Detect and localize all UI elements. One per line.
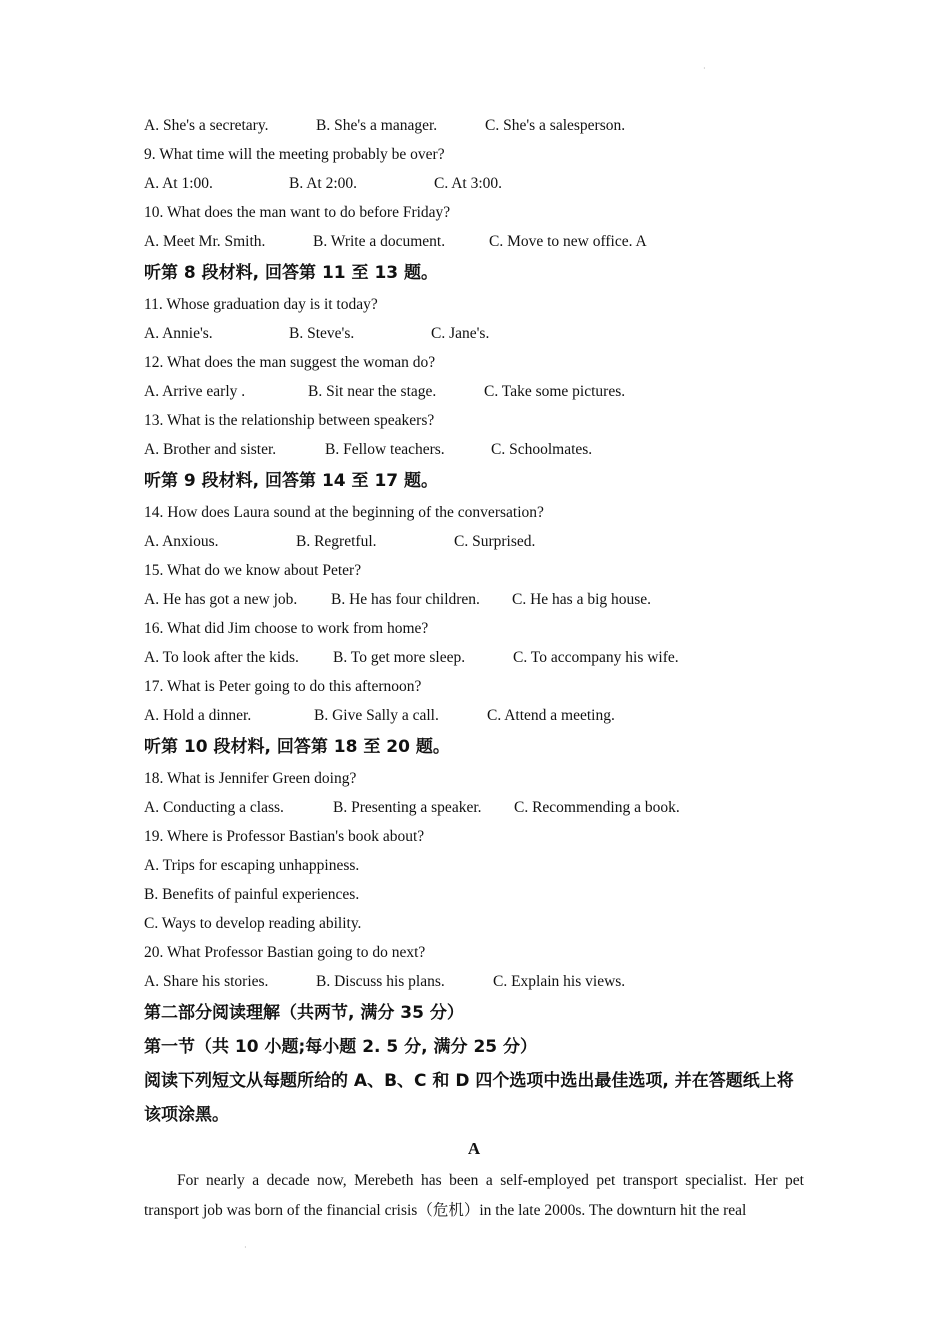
page-mark-bottom: · [244,1243,247,1252]
q14-option-a: A. Anxious. [144,533,219,550]
q16-option-b: B. To get more sleep. [333,649,466,666]
question-12-stem: 12. What does the man suggest the woman do? [144,354,436,371]
question-8-options [144,111,804,140]
q15-option-b: B. He has four children. [331,591,480,608]
question-15-stem: 15. What do we know about Peter? [144,562,362,579]
page-mark-top: · [703,64,706,73]
q16-option-c: C. To accompany his wife. [513,649,679,666]
section-10-heading: 听第 10 段材料, 回答第 18 至 20 题。 [144,737,450,757]
question-19-stem: 19. Where is Professor Bastian's book about? [144,828,425,845]
question-16-stem: 16. What did Jim choose to work from home? [144,620,429,637]
question-10-options [144,227,804,256]
q20-option-b: B. Discuss his plans. [316,973,445,990]
q19-option-b: B. Benefits of painful experiences. [144,886,360,903]
q17-option-c: C. Attend a meeting. [487,707,615,724]
q9-option-a: A. At 1:00. [144,175,213,192]
q13-option-a: A. Brother and sister. [144,441,277,458]
q15-option-c: C. He has a big house. [512,591,652,608]
q17-option-b: B. Give Sally a call. [314,707,439,724]
q10-option-a: A. Meet Mr. Smith. [144,233,266,250]
part-2-heading: 第二部分阅读理解（共两节, 满分 35 分） [144,1003,464,1023]
q8-option-b: B. She's a manager. [316,117,438,134]
question-11-options [144,319,804,348]
section-9-heading: 听第 9 段材料, 回答第 14 至 17 题。 [144,471,439,491]
question-13-stem: 13. What is the relationship between speakers? [144,412,435,429]
q10-option-b: B. Write a document. [313,233,446,250]
section-1-heading: 第一节（共 10 小题;每小题 2. 5 分, 满分 25 分） [144,1037,538,1057]
q11-option-b: B. Steve's. [289,325,355,342]
question-14-stem: 14. How does Laura sound at the beginning of the conversation? [144,504,544,521]
passage-a-paragraph: For nearly a decade now, Merebeth has been a self-employed pet transport specialist. Her pet transport job was born of the financial crisis（危机）in the late 2000s. The downturn hit the real [144,1172,804,1219]
q13-option-b: B. Fellow teachers. [325,441,445,458]
q15-option-a: A. He has got a new job. [144,591,298,608]
passage-a-title: A [467,1139,481,1158]
q17-option-a: A. Hold a dinner. [144,707,252,724]
q12-option-a: A. Arrive early . [144,383,246,400]
q14-option-b: B. Regretful. [296,533,377,550]
question-18-stem: 18. What is Jennifer Green doing? [144,770,357,787]
q13-option-c: C. Schoolmates. [491,441,593,458]
q9-option-b: B. At 2:00. [289,175,358,192]
q18-option-c: C. Recommending a book. [514,799,680,816]
question-14-options [144,527,804,556]
q8-option-a: A. She's a secretary. [144,117,269,134]
q19-option-a: A. Trips for escaping unhappiness. [144,857,360,874]
question-20-options [144,967,804,996]
q9-option-c: C. At 3:00. [434,175,503,192]
section-8-heading: 听第 8 段材料, 回答第 11 至 13 题。 [144,263,439,283]
question-13-options [144,435,804,464]
q8-option-c: C. She's a salesperson. [485,117,626,134]
q18-option-b: B. Presenting a speaker. [333,799,482,816]
q11-option-c: C. Jane's. [431,325,490,342]
q10-option-c: C. Move to new office. A [489,233,647,250]
question-18-options [144,793,804,822]
q20-option-c: C. Explain his views. [493,973,626,990]
q16-option-a: A. To look after the kids. [144,649,299,666]
question-20-stem: 20. What Professor Bastian going to do next? [144,944,426,961]
q12-option-b: B. Sit near the stage. [308,383,437,400]
q11-option-a: A. Annie's. [144,325,213,342]
q14-option-c: C. Surprised. [454,533,536,550]
q18-option-a: A. Conducting a class. [144,799,284,816]
question-11-stem: 11. Whose graduation day is it today? [144,296,378,313]
question-9-options [144,169,804,198]
q12-option-c: C. Take some pictures. [484,383,626,400]
content-column [144,111,804,1226]
q20-option-a: A. Share his stories. [144,973,269,990]
question-17-options [144,701,804,730]
q19-option-c: C. Ways to develop reading ability. [144,915,362,932]
question-17-stem: 17. What is Peter going to do this afternoon? [144,678,422,695]
question-16-options [144,643,804,672]
question-12-options [144,377,804,406]
question-10-stem: 10. What does the man want to do before Friday? [144,204,451,221]
reading-instructions: 阅读下列短文从每题所给的 A、B、C 和 D 四个选项中选出最佳选项, 并在答题纸上将该项涂黑。 [144,1071,794,1125]
question-9-stem: 9. What time will the meeting probably be over? [144,146,445,163]
question-15-options [144,585,804,614]
